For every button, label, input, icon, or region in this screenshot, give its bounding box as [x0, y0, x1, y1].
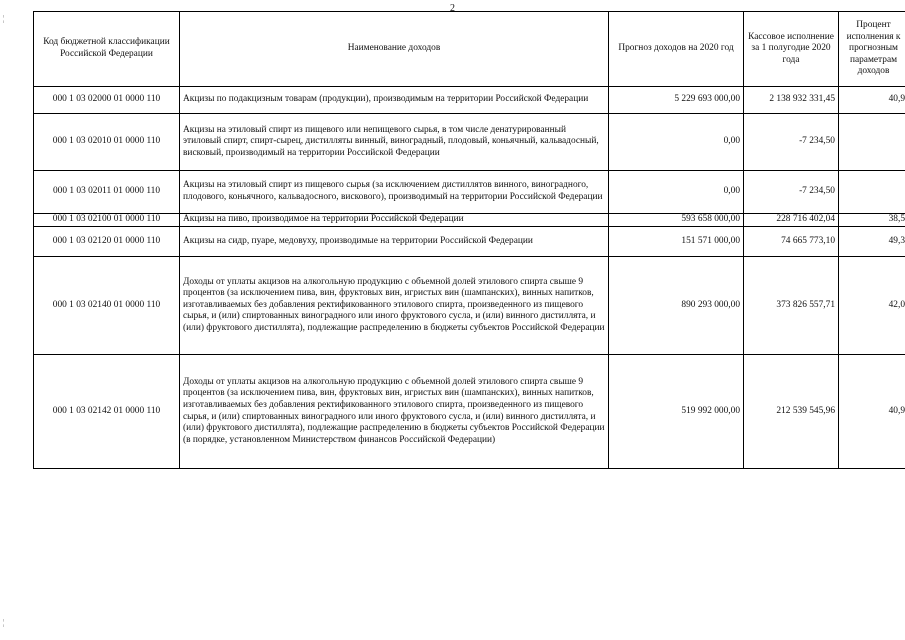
row-cash: 2 138 932 331,45: [744, 87, 839, 114]
row-percent: 49,3: [839, 227, 905, 257]
row-forecast: 519 992 000,00: [609, 355, 744, 469]
row-code: 000 1 03 02011 01 0000 110: [34, 171, 180, 214]
revenue-table: [33, 11, 905, 469]
row-forecast: 151 571 000,00: [609, 227, 744, 257]
table-row: [34, 355, 905, 469]
row-forecast: 5 229 693 000,00: [609, 87, 744, 114]
row-code: 000 1 03 02000 01 0000 110: [34, 87, 180, 114]
table-row: [34, 114, 905, 171]
page-number: 2: [450, 3, 455, 14]
table-row: [34, 87, 905, 114]
header-forecast: Прогноз доходов на 2020 год: [609, 12, 744, 87]
header-code: Код бюджетной классификации Российской Федерации: [34, 12, 180, 87]
row-cash: -7 234,50: [744, 171, 839, 214]
table-row: [34, 214, 905, 227]
row-code: 000 1 03 02100 01 0000 110: [34, 214, 180, 227]
row-code: 000 1 03 02010 01 0000 110: [34, 114, 180, 171]
row-percent: 40,9: [839, 87, 905, 114]
row-code: 000 1 03 02140 01 0000 110: [34, 257, 180, 355]
row-code: 000 1 03 02142 01 0000 110: [34, 355, 180, 469]
row-forecast: 0,00: [609, 171, 744, 214]
row-forecast: 0,00: [609, 114, 744, 171]
row-forecast: 890 293 000,00: [609, 257, 744, 355]
row-cash: 228 716 402,04: [744, 214, 839, 227]
row-name: Доходы от уплаты акцизов на алкогольную продукцию с объемной долей этилового спирта свыше 9 процентов (за исключением пива, вин, фруктовых вин, игристых вин (шампанских), винных напитков, изготавливаемых без добавления ректификованного этилового спирта, произведенного из пищевого сырья, и (или) спиртованных виноградного или иного фруктового сусла, и (или) винного дистиллята, и (или) фруктового дистиллята), подлежащие распределению в бюджеты субъектов Российской Федерации: [180, 257, 609, 355]
row-percent: [839, 114, 905, 171]
row-cash: 212 539 545,96: [744, 355, 839, 469]
row-name: Акцизы на сидр, пуаре, медовуху, производимые на территории Российской Федерации: [180, 227, 609, 257]
header-name: Наименование доходов: [180, 12, 609, 87]
margin-mark-top: ¦: [3, 14, 5, 23]
table-row: [34, 227, 905, 257]
table-row: [34, 257, 905, 355]
header-percent: Процент исполнения к прогнозным параметрам доходов: [839, 12, 905, 87]
row-name: Акцизы по подакцизным товарам (продукции), производимым на территории Российской Федерации: [180, 87, 609, 114]
row-percent: 42,0: [839, 257, 905, 355]
row-cash: 373 826 557,71: [744, 257, 839, 355]
row-name: Акцизы на этиловый спирт из пищевого или непищевого сырья, в том числе денатурированный этиловый спирт, спирт-сырец, дистилляты винный, виноградный, плодовый, коньячный, кальвадосный, висковый, производимый на территории Российской Федерации: [180, 114, 609, 171]
table-row: [34, 171, 905, 214]
row-cash: 74 665 773,10: [744, 227, 839, 257]
row-name: Акцизы на пиво, производимое на территории Российской Федерации: [180, 214, 609, 227]
row-code: 000 1 03 02120 01 0000 110: [34, 227, 180, 257]
table-header-row: [34, 12, 905, 87]
row-percent: 40,9: [839, 355, 905, 469]
row-name: Доходы от уплаты акцизов на алкогольную продукцию с объемной долей этилового спирта свыше 9 процентов (за исключением пива, вин, фруктовых вин, игристых вин (шампанских), винных напитков, изготавливаемых без добавления ректификованного этилового спирта, произведенного из пищевого сырья, и (или) спиртованных виноградного или иного фруктового сусла, и (или) винного дистиллята, и (или) фруктового дистиллята), подлежащие распределению в бюджеты субъектов Российской Федерации (в порядке, установленном Министерством финансов Российской Федерации): [180, 355, 609, 469]
row-cash: -7 234,50: [744, 114, 839, 171]
row-percent: [839, 171, 905, 214]
row-forecast: 593 658 000,00: [609, 214, 744, 227]
header-cash: Кассовое исполнение за 1 полугодие 2020 года: [744, 12, 839, 87]
row-percent: 38,5: [839, 214, 905, 227]
margin-mark-bottom: ¦: [3, 618, 5, 627]
row-name: Акцизы на этиловый спирт из пищевого сырья (за исключением дистиллятов винного, виноградного, плодового, коньячного, кальвадосного, вискового), производимый на территории Российской Федерации: [180, 171, 609, 214]
